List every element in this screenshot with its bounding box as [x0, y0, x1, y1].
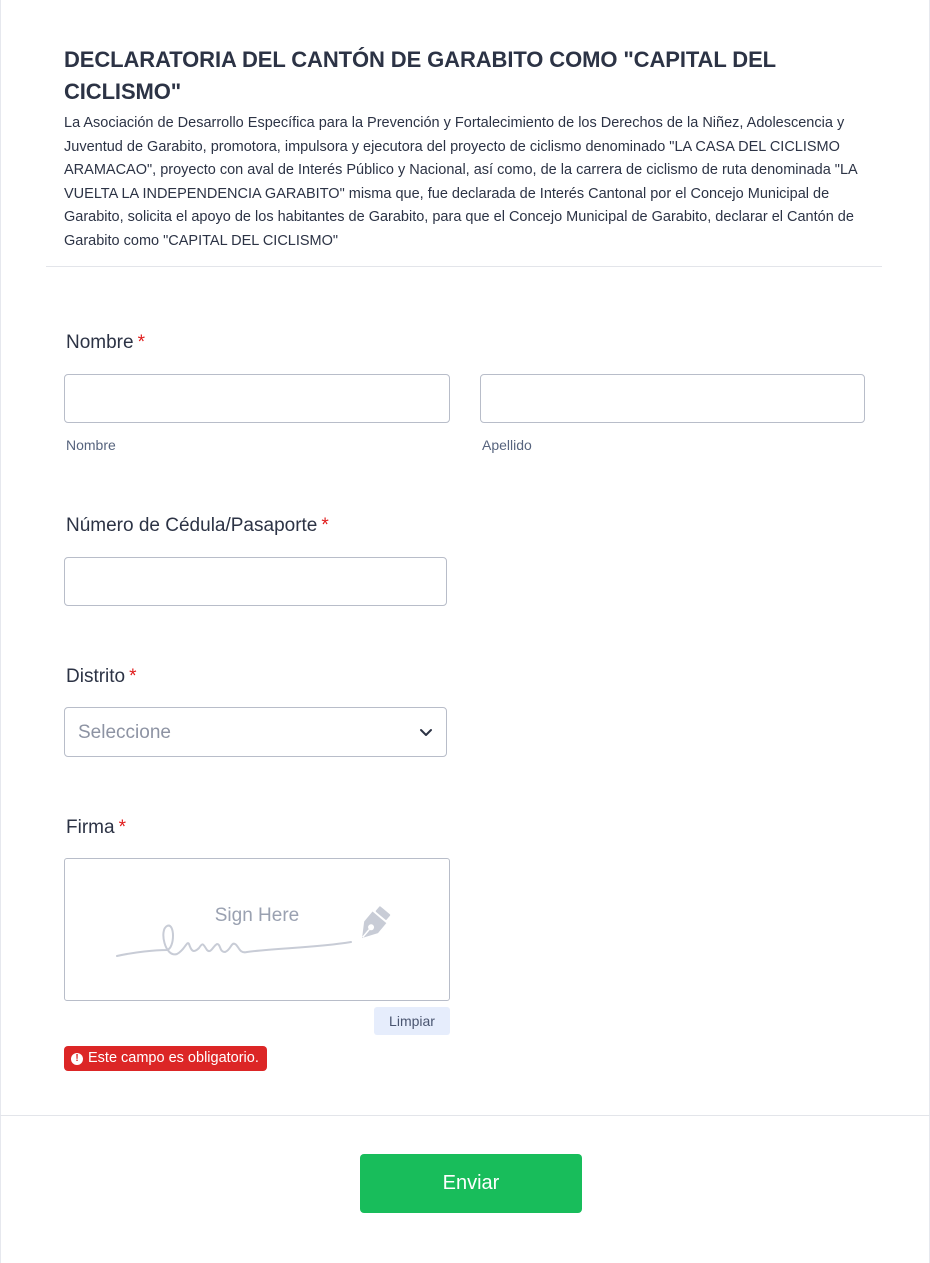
first-name-input[interactable]: [64, 374, 450, 423]
required-asterisk: *: [321, 515, 329, 536]
name-label: [66, 332, 145, 354]
form-title: DECLARATORIA DEL CANTÓN DE GARABITO COMO "CAPITAL DEL CICLISMO": [64, 47, 776, 104]
error-icon: !: [71, 1053, 83, 1065]
chevron-down-icon: [418, 724, 434, 740]
district-select[interactable]: [64, 707, 447, 757]
form-header: [64, 44, 864, 254]
signature-label: [66, 817, 126, 839]
signature-pad[interactable]: [64, 858, 450, 1001]
signature-hint: Sign Here: [214, 905, 300, 926]
district-label: [66, 666, 137, 688]
district-label-text: Distrito: [66, 666, 126, 687]
first-name-sublabel: Nombre: [66, 437, 116, 453]
last-name-sublabel: Apellido: [482, 437, 532, 453]
id-number-input[interactable]: [64, 557, 447, 606]
footer-divider: [0, 1115, 930, 1116]
name-label-text: Nombre: [66, 332, 134, 353]
last-name-input[interactable]: [480, 374, 865, 423]
header-divider: [46, 266, 882, 267]
id-number-label: [66, 515, 329, 537]
clear-signature-button[interactable]: Limpiar: [374, 1007, 450, 1035]
form-description: La Asociación de Desarrollo Específica para la Prevención y Fortalecimiento de los Derechos de la Niñez, Adolescencia y Juventud de Garabito, promotora, impulsora y ejecutora del proyecto de ciclismo denominado "LA CASA DEL CICLISMO ARAMACAO", proyecto con aval de Interés Público y Nacional, así como, de la carrera de ciclismo de ruta denominada "LA VUELTA LA INDEPENDENCIA GARABITO" misma que, fue declarada de Interés Cantonal por el Concejo Municipal de Garabito, solicita el apoyo de los habitantes de Garabito, para que el Concejo Municipal de Garabito, declarar el Cantón de Garabito como "CAPITAL DEL CICLISMO": [64, 115, 857, 249]
signature-error-badge: [64, 1046, 267, 1071]
required-asterisk: *: [137, 332, 145, 353]
district-placeholder: Seleccione: [78, 722, 171, 743]
required-asterisk: *: [118, 817, 126, 838]
submit-button[interactable]: Enviar: [360, 1154, 582, 1213]
required-asterisk: *: [129, 666, 137, 687]
signature-label-text: Firma: [66, 817, 115, 838]
id-number-label-text: Número de Cédula/Pasaporte: [66, 515, 318, 536]
signature-error-text: Este campo es obligatorio.: [88, 1050, 259, 1066]
pen-nib-icon: [350, 904, 396, 946]
